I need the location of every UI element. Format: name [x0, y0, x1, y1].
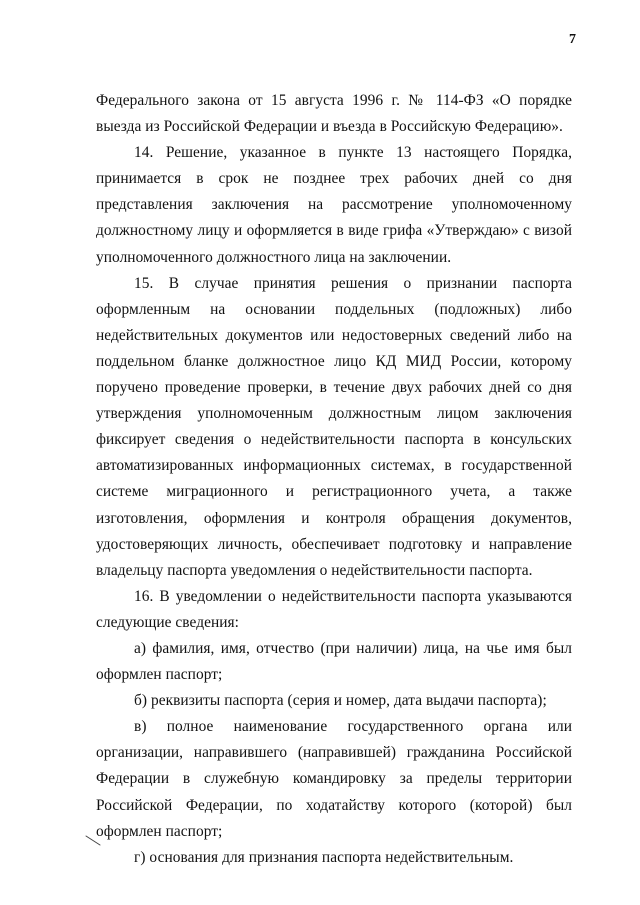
pen-stroke-mark	[84, 834, 104, 848]
paragraph-item-16g: г) основания для признания паспорта недействительным.	[134, 848, 514, 866]
document-body	[96, 88, 572, 871]
page-number: 7	[569, 32, 576, 47]
paragraph-item-16a: а) фамилия, имя, отчество (при наличии) лица, на чье имя был оформлен паспорт;	[96, 639, 572, 684]
paragraph-item-14: 14. Решение, указанное в пункте 13 настоящего Порядка, принимается в срок не позднее трех рабочих дней со дня представления заключения на рассмотрение уполномоченному должностному лицу и оформляется в виде грифа «Утверждаю» с визой уполномоченного должностного лица на заключении.	[96, 144, 572, 266]
paragraph-item-16b: б) реквизиты паспорта (серия и номер, дата выдачи паспорта);	[134, 692, 547, 710]
paragraph-item-15: 15. В случае принятия решения о признании паспорта оформленным на основании поддельных (подложных) либо недействительных документов или недостоверных сведений либо на поддельном бланке должностное лицо КД МИД России, которому поручено проведение проверки, в течение двух рабочих дней со дня утверждения уполномоченным должностным лицом заключения фиксирует сведения о недействительности паспорта в консульских автоматизированных информационных системах, в государственной системе миграционного и регистрационного учета, а также изготовления, оформления и контроля обращения документов, удостоверяющих личность, обеспечивает подготовку и направление владельцу паспорта уведомления о недействительности паспорта.	[96, 274, 572, 579]
paragraph-item-16: 16. В уведомлении о недействительности паспорта указываются следующие сведения:	[96, 587, 572, 631]
paragraph-item-16v: в) полное наименование государственного органа или организации, направившего (направившей) гражданина Российской Федерации в служебную командировку за пределы территории Российской Федерации, по ходатайству которого (которой) был оформлен паспорт;	[96, 718, 572, 840]
paragraph-continuation: Федерального закона от 15 августа 1996 г. № 114-ФЗ «О порядке выезда из Российской Федерации и въезда в Российскую Федерацию».	[96, 92, 572, 136]
